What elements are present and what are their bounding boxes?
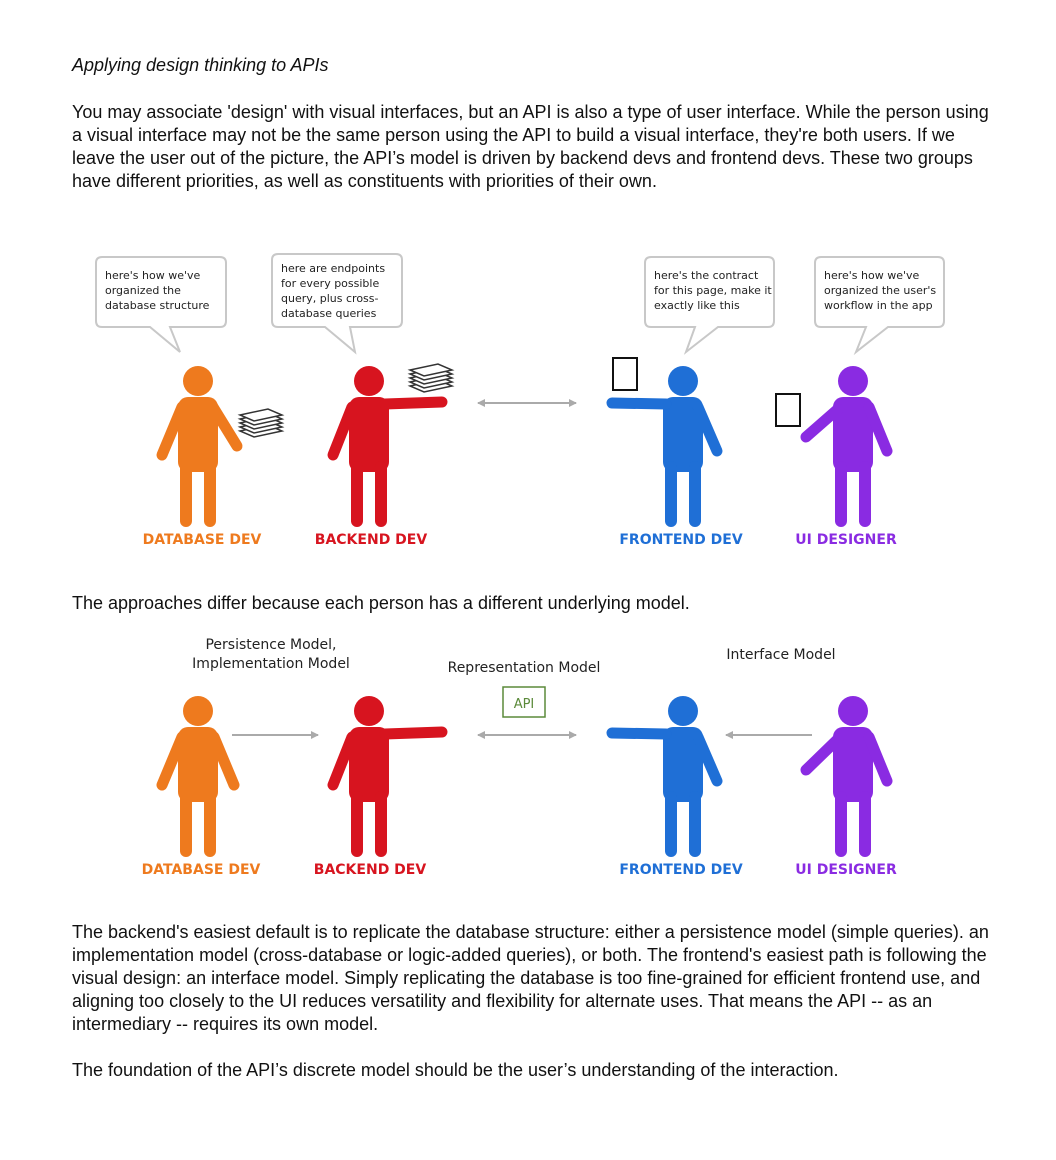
implementation-model-label: Implementation Model [192, 656, 350, 672]
representation-model-label: Representation Model [447, 660, 601, 676]
speech-bubble-frontend-dev [645, 257, 774, 352]
database-dev-figure [162, 696, 234, 851]
bubble-line: organized the user's [824, 284, 937, 297]
bubble-line: here's the contract [654, 269, 759, 282]
ui-designer-figure [806, 696, 887, 851]
paper-stack-icon [240, 409, 282, 437]
database-dev-figure [162, 366, 237, 521]
bubble-line: here are endpoints [281, 262, 386, 275]
api-box [503, 687, 545, 717]
role-label-backend-dev: BACKEND DEV [313, 862, 427, 878]
speech-bubble-ui-designer [815, 257, 944, 352]
role-label-ui-designer: UI DESIGNER [795, 862, 897, 878]
page-document-icon [613, 358, 637, 390]
role-label-frontend-dev: FRONTEND DEV [619, 532, 743, 548]
role-label-database-dev: DATABASE DEV [141, 862, 261, 878]
speech-bubble-database-dev [96, 257, 226, 352]
bubble-line: database queries [281, 307, 377, 320]
frontend-dev-figure [612, 696, 717, 851]
backend-dev-figure [333, 696, 442, 851]
persistence-model-label: Persistence Model, [205, 637, 337, 653]
role-label-ui-designer: UI DESIGNER [795, 532, 897, 548]
paper-stack-icon [410, 364, 452, 392]
api-box-label: API [513, 697, 535, 712]
body-paragraph: The backend's easiest default is to replicate the database structure: either a persistence model (simple queries). an implementation model (cross-database or logic-added queries), or both. The frontend's easiest path is following the visual design: an interface model. Simply replicating the database is too fine-grained for efficient frontend use, and aligning too closely to the UI reduces versatility and flexibility for alternate uses. That means the API -- as an intermediary -- requires its own model. [72, 922, 989, 1034]
intro-paragraph: You may associate 'design' with visual interfaces, but an API is also a type of user interface. While the person using a visual interface may not be the same person using the API to build a visual interface, they're both users. If we leave the user out of the picture, the API’s model is driven by backend devs and frontend devs. These two groups have different priorities, as well as constituents with priorities of their own. [72, 102, 989, 191]
figure-underlying-models [0, 630, 1056, 885]
bubble-line: database structure [105, 299, 210, 312]
role-label-frontend-dev: FRONTEND DEV [619, 862, 743, 878]
bubble-line: here's how we've [105, 269, 201, 282]
bubble-line: exactly like this [654, 299, 740, 312]
bubble-line: workflow in the app [824, 299, 933, 312]
bubble-line: here's how we've [824, 269, 920, 282]
figure-roles-with-speech-bubbles [0, 245, 1056, 560]
closing-paragraph: The foundation of the API’s discrete model should be the user’s understanding of the interaction. [72, 1060, 839, 1080]
role-label-backend-dev: BACKEND DEV [314, 532, 428, 548]
bubble-line: for this page, make it [654, 284, 772, 297]
bubble-line: for every possible [281, 277, 380, 290]
bubble-line: organized the [105, 284, 181, 297]
article-heading: Applying design thinking to APIs [72, 55, 329, 75]
page-document-icon [776, 394, 800, 426]
ui-designer-figure [806, 366, 887, 521]
role-label-database-dev: DATABASE DEV [142, 532, 262, 548]
bubble-line: query, plus cross- [281, 292, 379, 305]
interface-model-label: Interface Model [726, 647, 836, 663]
speech-bubble-backend-dev [272, 254, 402, 352]
middle-paragraph: The approaches differ because each person has a different underlying model. [72, 593, 690, 613]
